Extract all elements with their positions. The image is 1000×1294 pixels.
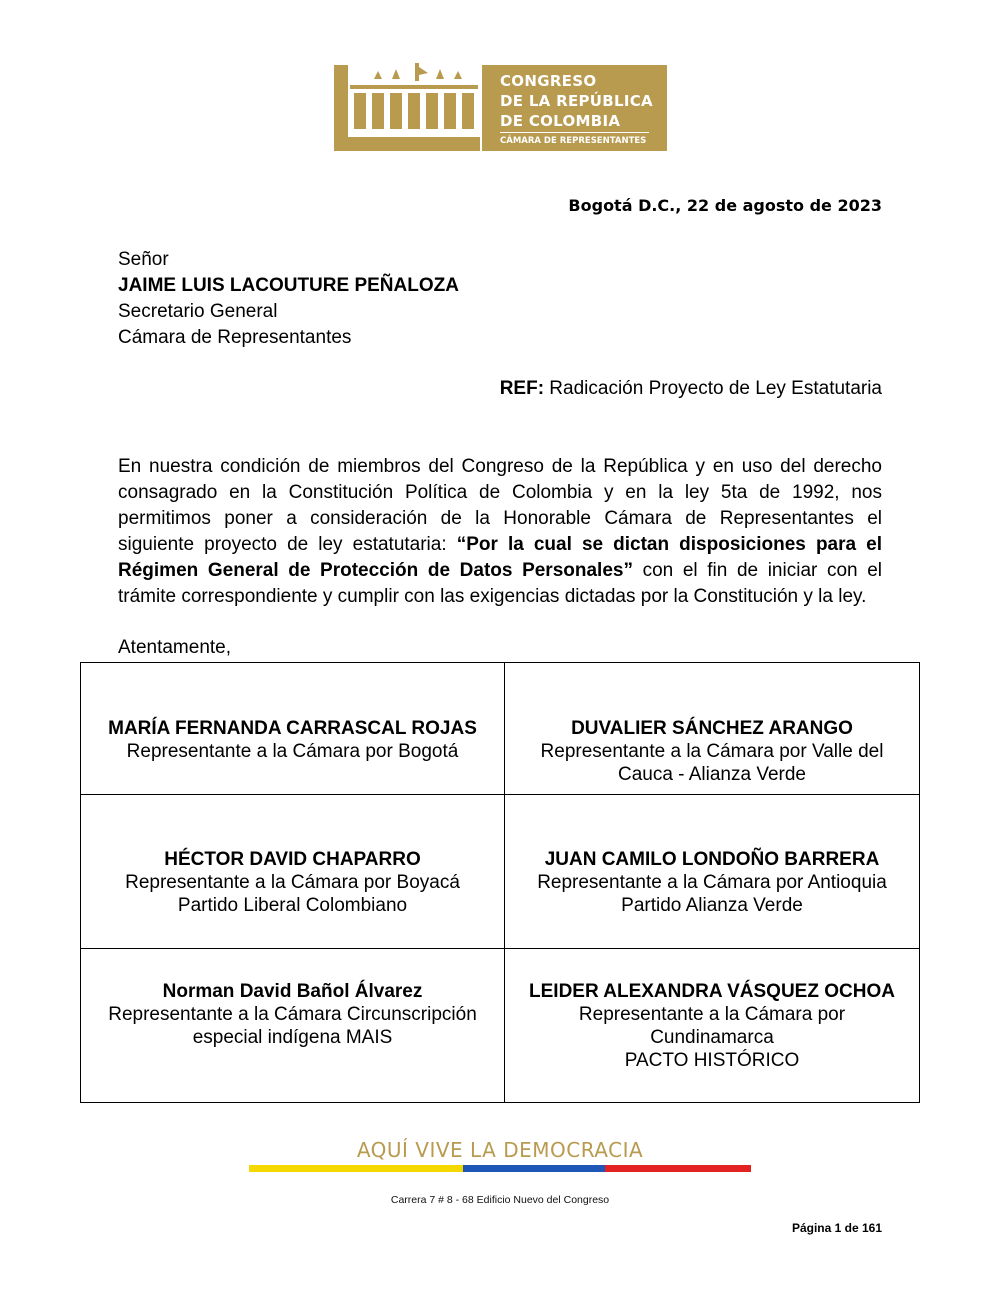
signer-name: DUVALIER SÁNCHEZ ARANGO (571, 718, 853, 739)
signer-cell (505, 949, 920, 1103)
signer-party: PACTO HISTÓRICO (624, 1050, 800, 1071)
signer-cell (505, 663, 920, 795)
closing: Atentamente, (118, 637, 232, 658)
flag-yellow-band (249, 1165, 463, 1172)
addressee-block (118, 247, 459, 351)
flag-blue-band (463, 1165, 605, 1172)
signer-name: JUAN CAMILO LONDOÑO BARRERA (544, 849, 880, 870)
signer-party: especial indígena MAIS (192, 1027, 393, 1048)
footer-address: Carrera 7 # 8 - 68 Edificio Nuevo del Congreso (390, 1194, 610, 1206)
logo-subline: CÁMARA DE REPRESENTANTES (500, 136, 647, 146)
signatures-table (80, 662, 920, 1103)
ref-text: Radicación Proyecto de Ley Estatutaria (544, 378, 882, 399)
signer-role: Representante a la Cámara por Bogotá (126, 741, 459, 762)
logo-line: DE LA REPÚBLICA (500, 92, 653, 110)
logo-line: CONGRESO (500, 72, 597, 90)
signer-cell (81, 795, 505, 949)
signer-name: Norman David Bañol Álvarez (162, 981, 423, 1002)
recipient-name: JAIME LUIS LACOUTURE PEÑALOZA (118, 275, 459, 296)
table-row (81, 795, 920, 949)
signer-name: LEIDER ALEXANDRA VÁSQUEZ OCHOA (529, 981, 895, 1002)
ref-label: REF: (499, 378, 545, 399)
letter-date: Bogotá D.C., 22 de agosto de 2023 (568, 196, 882, 215)
letter-body (118, 454, 882, 610)
signer-cell (81, 663, 505, 795)
logo-text-box (482, 65, 667, 151)
signer-name: HÉCTOR DAVID CHAPARRO (164, 849, 421, 870)
recipient-org: Cámara de Representantes (118, 327, 352, 348)
page-number: Página 1 de 161 (791, 1221, 882, 1235)
signer-region: Cundinamarca (650, 1027, 774, 1048)
flag-red-band (605, 1165, 751, 1172)
signer-party: Partido Alianza Verde (621, 895, 803, 916)
signer-role: Representante a la Cámara Circunscripción (108, 1004, 477, 1025)
signer-role: Representante a la Cámara por Valle del (540, 741, 884, 762)
recipient-title: Secretario General (118, 301, 278, 322)
congress-logo (332, 63, 668, 153)
body-intro: En nuestra condición de miembros del Congreso de la República y en uso del derecho consagrado en la Constitución Política de Colombia y en la ley 5ta de 1992, nos permitimos poner a consideración de la Honorable Cámara de Representantes el siguiente proyecto de ley estatutaria: (118, 456, 882, 555)
signer-role: Representante a la Cámara por Boyacá (125, 872, 460, 893)
capitol-emblem-icon (332, 63, 482, 153)
signer-cell (505, 795, 920, 949)
reference-line (500, 377, 882, 401)
footer-slogan: AQUÍ VIVE LA DEMOCRACIA (356, 1138, 644, 1162)
signer-cell (81, 949, 505, 1103)
logo-divider (500, 132, 649, 133)
table-row (81, 949, 920, 1103)
table-row (81, 663, 920, 795)
salutation: Señor (118, 249, 169, 270)
logo-line: DE COLOMBIA (500, 112, 621, 130)
flag-stripe (249, 1165, 751, 1172)
body-outro: con el fin de iniciar con el trámite correspondiente y cumplir con las exigencias dictadas por la Constitución y la ley. (118, 560, 883, 607)
signer-role: Representante a la Cámara por (578, 1004, 846, 1025)
signer-party: Partido Liberal Colombiano (177, 895, 408, 916)
signer-party: Cauca - Alianza Verde (617, 764, 806, 785)
signer-name: MARÍA FERNANDA CARRASCAL ROJAS (108, 718, 477, 739)
bill-title: “Por la cual se dictan disposiciones para el Régimen General de Protección de Datos Personales” (118, 534, 882, 581)
signer-role: Representante a la Cámara por Antioquia (537, 872, 887, 893)
